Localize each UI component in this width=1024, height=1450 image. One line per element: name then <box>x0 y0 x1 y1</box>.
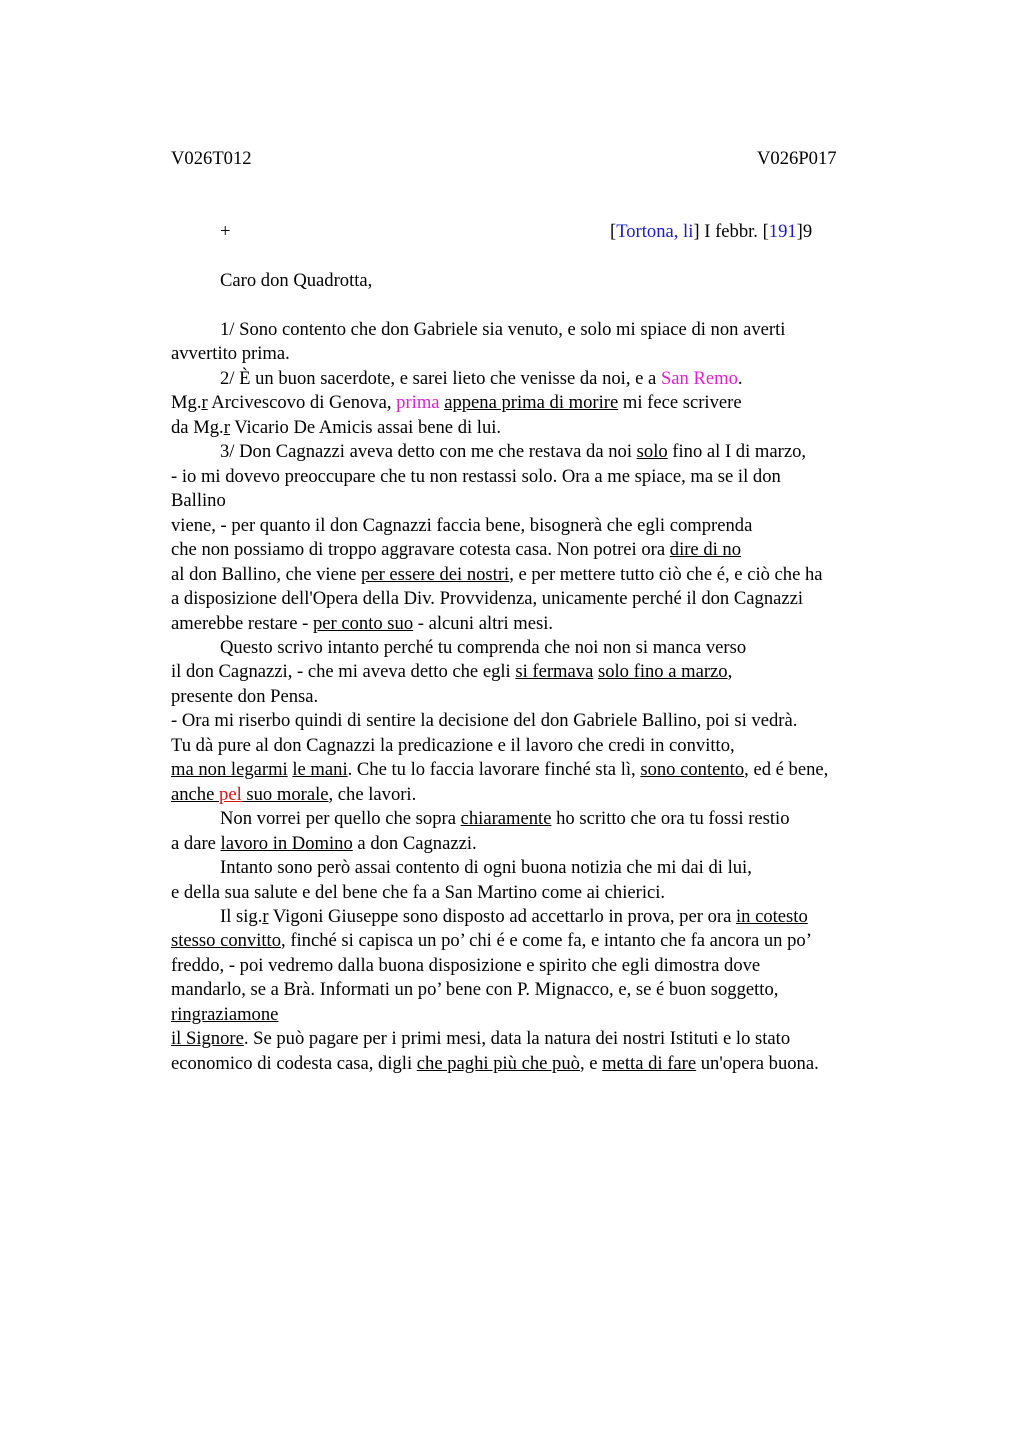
cross-mark: + <box>220 221 231 242</box>
body-line: Ballino <box>171 490 226 511</box>
body-line: che non possiamo di troppo aggravare cotesta casa. Non potrei ora dire di no <box>171 539 742 560</box>
body-line: 2/ È un buon sacerdote, e sarei lieto che venisse da noi, e a San Remo. <box>220 368 743 389</box>
body-line: - io mi dovevo preoccupare che tu non restassi solo. Ora a me spiace, ma se il don <box>171 466 781 487</box>
body-line: presente don Pensa. <box>171 686 319 707</box>
body-line: avvertito prima. <box>171 343 290 364</box>
body-line: 1/ Sono contento che don Gabriele sia venuto, e solo mi spiace di non averti <box>220 319 786 340</box>
body-line: Non vorrei per quello che sopra chiaramente ho scritto che ora tu fossi restio <box>220 808 790 829</box>
body-line: - Ora mi riserbo quindi di sentire la decisione del don Gabriele Ballino, poi si vedrà. <box>171 710 798 731</box>
body-line: ma non legarmi le mani. Che tu lo faccia lavorare finché sta lì, sono contento, ed é bene, <box>171 759 829 780</box>
body-line: a disposizione dell'Opera della Div. Provvidenza, unicamente perché il don Cagnazzi <box>171 588 804 609</box>
body-line: ringraziamone <box>171 1004 279 1025</box>
body-line: Questo scrivo intanto perché tu comprenda che noi non si manca verso <box>220 637 747 658</box>
salutation: Caro don Quadrotta, <box>220 270 373 291</box>
body-line: viene, - per quanto il don Cagnazzi faccia bene, bisognerà che egli comprenda <box>171 515 753 536</box>
body-line: Mg.r Arcivescovo di Genova, prima appena prima di morire mi fece scrivere <box>171 392 742 413</box>
body-line: amerebbe restare - per conto suo - alcuni altri mesi. <box>171 613 554 634</box>
body-line: mandarlo, se a Brà. Informati un po’ bene con P. Mignacco, e, se é buon soggetto, <box>171 979 779 1000</box>
body-line: stesso convitto, finché si capisca un po’ chi é e come fa, e intanto che fa ancora un po’ <box>171 930 812 951</box>
body-line: Intanto sono però assai contento di ogni buona notizia che mi dai di lui, <box>220 857 752 878</box>
document-code-right: V026P017 <box>757 148 837 169</box>
body-line: Tu dà pure al don Cagnazzi la predicazione e il lavoro che credi in convitto, <box>171 735 735 756</box>
body-line: freddo, - poi vedremo dalla buona disposizione e spirito che egli dimostra dove <box>171 955 761 976</box>
body-line: Il sig.r Vigoni Giuseppe sono disposto ad accettarlo in prova, per ora in cotesto <box>220 906 808 927</box>
body-line: da Mg.r Vicario De Amicis assai bene di lui. <box>171 417 502 438</box>
body-line: al don Ballino, che viene per essere dei nostri, e per mettere tutto ciò che é, e ciò che ha <box>171 564 823 585</box>
letter-date: [Tortona, li] I febbr. [191]9 <box>610 221 813 242</box>
body-line: economico di codesta casa, digli che paghi più che può, e metta di fare un'opera buona. <box>171 1053 819 1074</box>
body-line: 3/ Don Cagnazzi aveva detto con me che restava da noi solo fino al I di marzo, <box>220 441 807 462</box>
body-line: il Signore. Se può pagare per i primi mesi, data la natura dei nostri Istituti e lo stato <box>171 1028 791 1049</box>
body-line: a dare lavoro in Domino a don Cagnazzi. <box>171 833 477 854</box>
body-line: anche pel suo morale, che lavori. <box>171 784 417 805</box>
body-line: e della sua salute e del bene che fa a San Martino come ai chierici. <box>171 882 666 903</box>
document-code-left: V026T012 <box>171 148 252 169</box>
body-line: il don Cagnazzi, - che mi aveva detto che egli si fermava solo fino a marzo, <box>171 661 733 682</box>
